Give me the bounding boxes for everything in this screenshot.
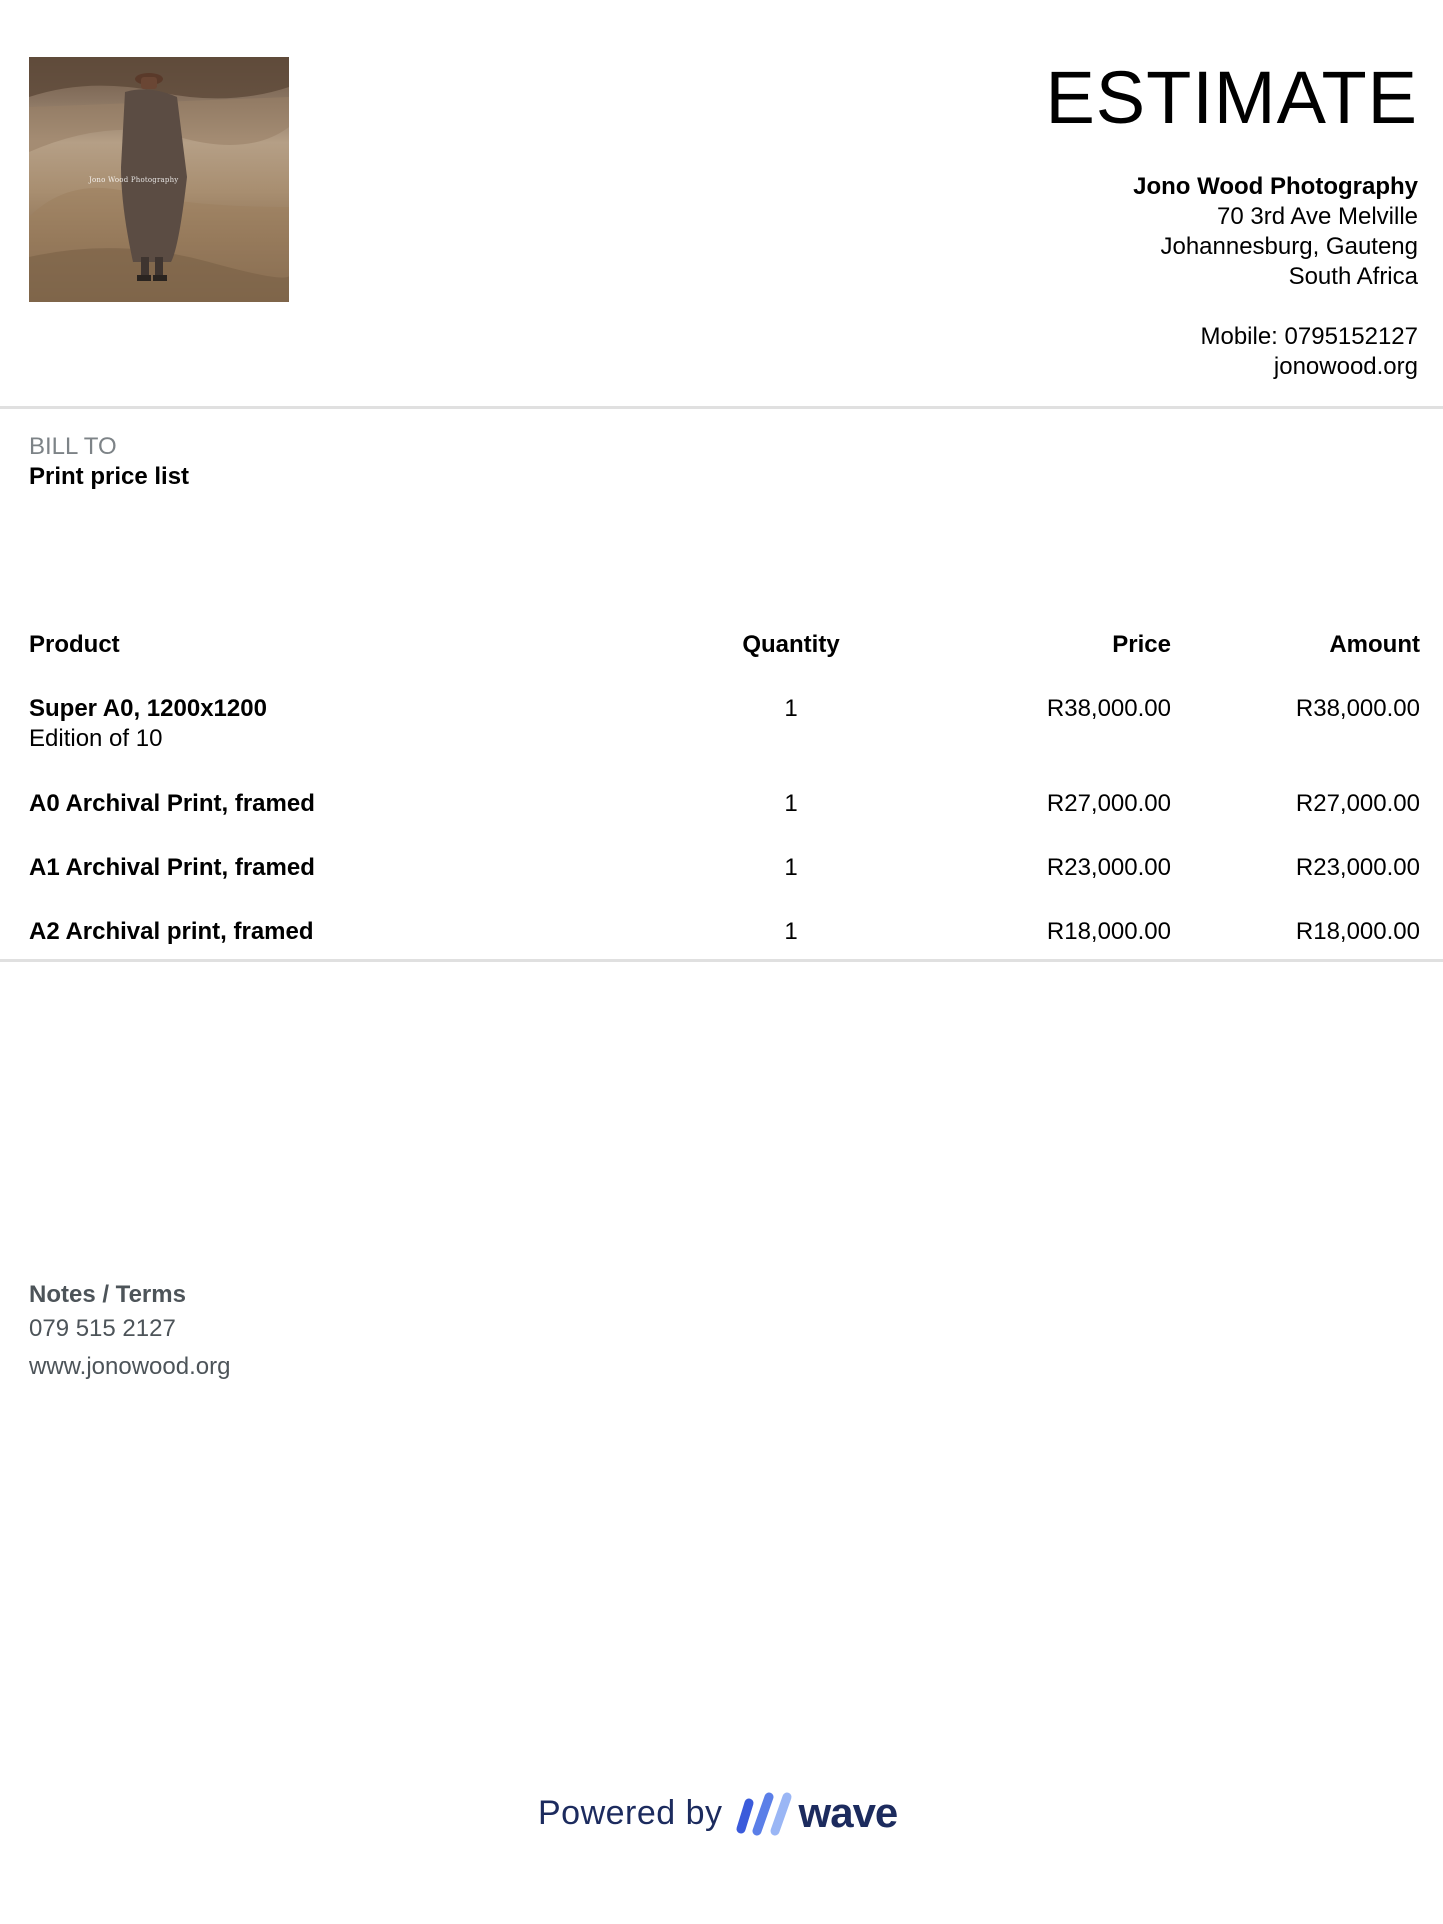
header-amount: Amount — [1329, 631, 1420, 658]
table-divider — [0, 959, 1443, 962]
notes-title: Notes / Terms — [29, 1281, 186, 1308]
company-logo — [29, 57, 289, 302]
header-quantity: Quantity — [742, 631, 840, 658]
product-quantity: 1 — [784, 790, 798, 817]
product-price: R38,000.00 — [1046, 695, 1171, 722]
product-amount: R23,000.00 — [1295, 854, 1420, 881]
product-name: A1 Archival Print, framed — [29, 854, 315, 881]
bill-to-value: Print price list — [29, 463, 190, 490]
product-price: R23,000.00 — [1046, 854, 1171, 881]
notes-section — [29, 1280, 230, 1386]
product-amount: R18,000.00 — [1295, 918, 1420, 945]
product-amount: R38,000.00 — [1295, 695, 1420, 722]
product-quantity: 1 — [784, 918, 798, 945]
wave-wordmark: wave — [798, 1789, 898, 1836]
notes-website[interactable]: www.jonowood.org — [29, 1353, 231, 1380]
product-quantity: 1 — [784, 695, 798, 722]
wave-logo-icon — [735, 1789, 793, 1837]
powered-by-text: Powered by — [538, 1793, 723, 1832]
product-price: R27,000.00 — [1046, 790, 1171, 817]
company-mobile: Mobile: 0795152127 — [1200, 323, 1418, 350]
logo-caption: Jono Wood Photography — [89, 176, 179, 184]
product-name: A2 Archival print, framed — [29, 918, 314, 945]
product-description: Edition of 10 — [29, 725, 163, 752]
company-address-line3: South Africa — [1288, 263, 1418, 290]
table-row — [29, 789, 1420, 819]
powered-by-footer[interactable] — [538, 1788, 897, 1838]
table-row — [29, 853, 1420, 883]
notes-phone: 079 515 2127 — [29, 1315, 176, 1342]
product-quantity: 1 — [784, 854, 798, 881]
table-row — [29, 694, 1420, 752]
table-header — [29, 630, 1420, 660]
product-name: Super A0, 1200x1200 — [29, 695, 267, 722]
header-divider — [0, 406, 1443, 409]
company-website[interactable]: jonowood.org — [1273, 353, 1418, 380]
company-name: Jono Wood Photography — [1133, 173, 1418, 200]
header-price: Price — [1112, 631, 1171, 658]
company-address-line2: Johannesburg, Gauteng — [1160, 233, 1418, 260]
product-price: R18,000.00 — [1046, 918, 1171, 945]
bill-to-label: BILL TO — [29, 433, 117, 460]
header-product: Product — [29, 631, 120, 658]
product-amount: R27,000.00 — [1295, 790, 1420, 817]
document-title: ESTIMATE — [1045, 56, 1418, 139]
company-address-line1: 70 3rd Ave Melville — [1217, 203, 1418, 230]
table-row — [29, 917, 1420, 947]
product-name: A0 Archival Print, framed — [29, 790, 315, 817]
bill-to-section — [29, 432, 189, 492]
company-info — [1133, 172, 1418, 382]
